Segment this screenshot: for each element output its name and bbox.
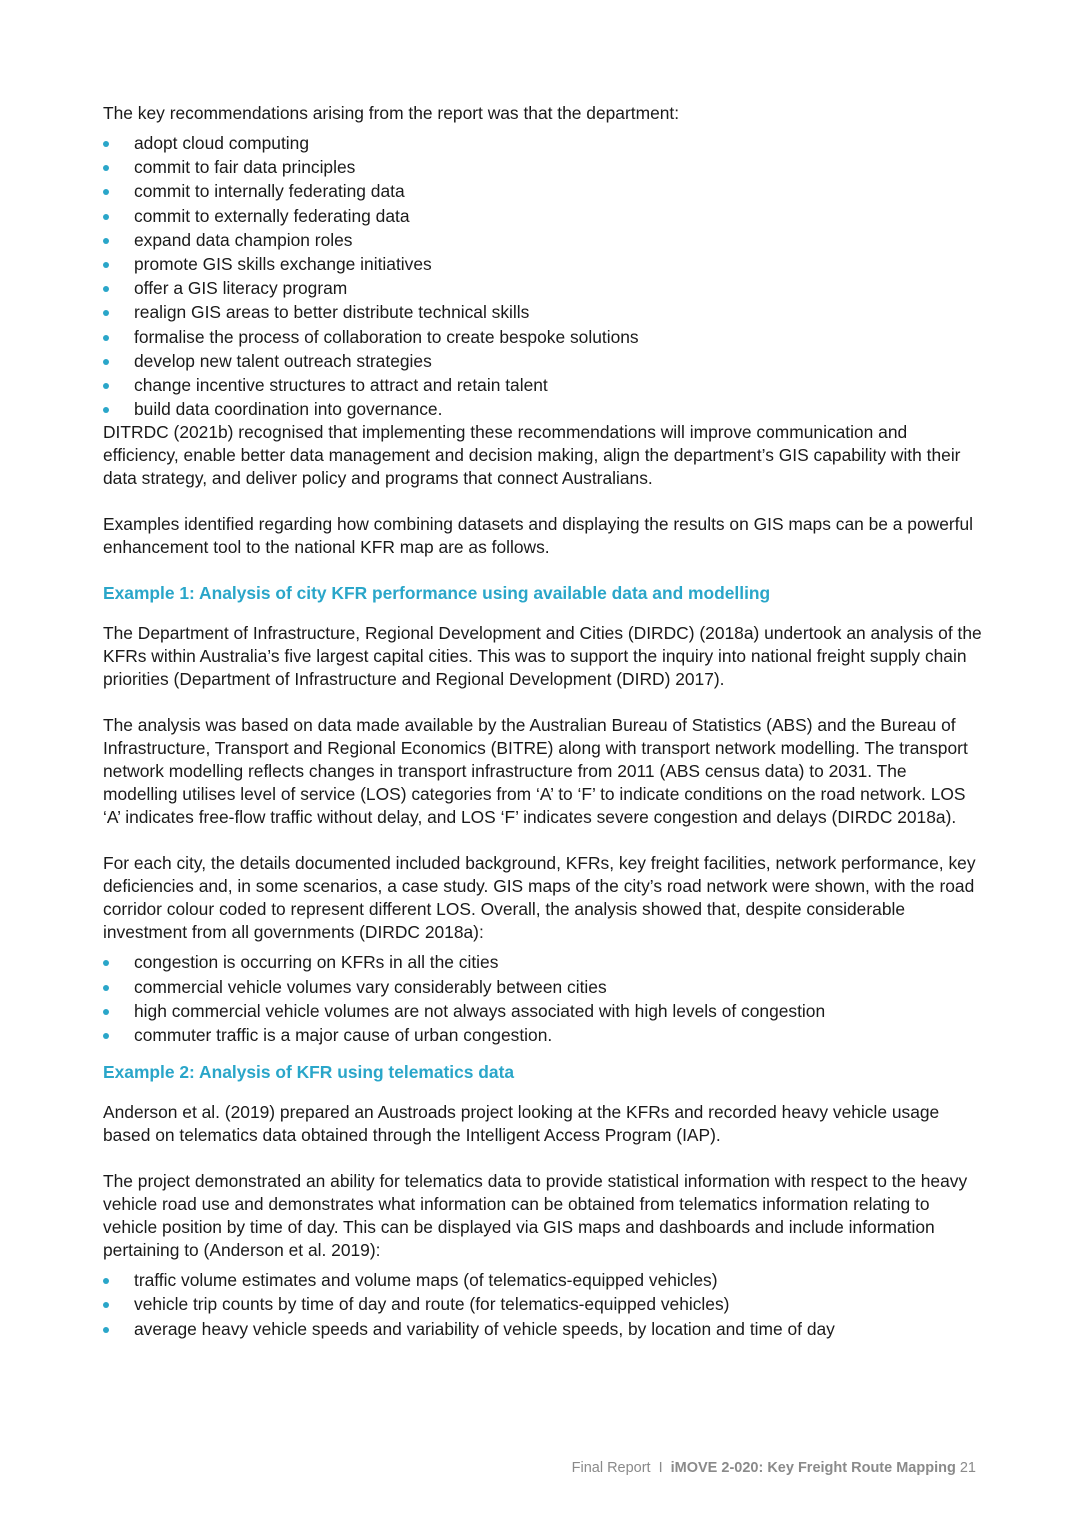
footer-separator: I [658, 1460, 663, 1476]
recommendations-list [103, 131, 983, 421]
list-item: high commercial vehicle volumes are not always associated with high levels of congestion [103, 999, 983, 1023]
list-item: expand data champion roles [103, 228, 983, 252]
examples-paragraph: Examples identified regarding how combining datasets and displaying the results on GIS maps can be a powerful enhancement tool to the national KFR map are as follows. [103, 514, 974, 558]
list-item: commit to externally federating data [103, 204, 983, 228]
list-item: realign GIS areas to better distribute technical skills [103, 300, 983, 324]
example2-paragraph-1: Anderson et al. (2019) prepared an Austroads project looking at the KFRs and recorded heavy vehicle usage based on telematics data obtained through the Intelligent Access Program (IAP). [103, 1102, 940, 1146]
list-item: vehicle trip counts by time of day and route (for telematics-equipped vehicles) [103, 1292, 983, 1316]
ditrdc-paragraph: DITRDC (2021b) recognised that implementing these recommendations will improve communication and efficiency, enable better data management and decision making, align the department’s GIS capability with their data strategy, and deliver policy and programs that connect Australians. [103, 422, 961, 489]
example2-info-list [103, 1268, 983, 1341]
list-item: formalise the process of collaboration to create bespoke solutions [103, 325, 983, 349]
list-item: average heavy vehicle speeds and variability of vehicle speeds, by location and time of day [103, 1317, 983, 1341]
example2-paragraph-2: The project demonstrated an ability for telematics data to provide statistical information with respect to the heavy vehicle road use and demonstrates what information can be obtained from telematics information relating to vehicle position by time of day. This can be displayed via GIS maps and dashboards and include information pertaining to (Anderson et al. 2019): [103, 1171, 968, 1261]
example1-paragraph-2: The analysis was based on data made available by the Australian Bureau of Statistics (ABS) and the Bureau of Infrastructure, Transport and Regional Economics (BITRE) along with transport network modelling. The transport network modelling reflects changes in transport infrastructure from 2011 (ABS census data) to 2031. The modelling utilises level of service (LOS) categories from ‘A’ to ‘F’ to indicate conditions on the road network. LOS ‘A’ indicates free-flow traffic without delay, and LOS ‘F’ indicates severe congestion and delays (DIRDC 2018a). [103, 715, 968, 828]
list-item: promote GIS skills exchange initiatives [103, 252, 983, 276]
footer-page-number: 21 [959, 1460, 976, 1476]
footer-document-title: iMOVE 2-020: Key Freight Route Mapping [670, 1460, 956, 1476]
list-item: traffic volume estimates and volume maps (of telematics-equipped vehicles) [103, 1268, 983, 1292]
list-item: commercial vehicle volumes vary considerably between cities [103, 975, 983, 999]
example1-paragraph-3: For each city, the details documented included background, KFRs, key freight facilities, network performance, key deficiencies and, in some scenarios, a case study. GIS maps of the city’s road network were shown, with the road corridor colour coded to represent different LOS. Overall, the analysis showed that, despite considerable investment from all governments (DIRDC 2018a): [103, 853, 976, 943]
footer-report-label: Final Report [571, 1460, 651, 1476]
list-item: congestion is occurring on KFRs in all the cities [103, 950, 983, 974]
example1-heading: Example 1: Analysis of city KFR performance using available data and modelling [103, 583, 771, 604]
list-item: build data coordination into governance. [103, 397, 983, 421]
example1-paragraph-1: The Department of Infrastructure, Regional Development and Cities (DIRDC) (2018a) undertook an analysis of the KFRs within Australia’s five largest capital cities. This was to support the inquiry into national freight supply chain priorities (Department of Infrastructure and Regional Development (DIRD) 2017). [103, 623, 982, 690]
page-footer [572, 1460, 976, 1476]
list-item: adopt cloud computing [103, 131, 983, 155]
list-item: offer a GIS literacy program [103, 276, 983, 300]
page-content [103, 102, 983, 1341]
example1-findings-list [103, 950, 983, 1047]
example2-heading: Example 2: Analysis of KFR using telematics data [103, 1062, 515, 1083]
list-item: commit to internally federating data [103, 179, 983, 203]
intro-paragraph: The key recommendations arising from the report was that the department: [103, 103, 680, 123]
list-item: commuter traffic is a major cause of urban congestion. [103, 1023, 983, 1047]
list-item: commit to fair data principles [103, 155, 983, 179]
list-item: change incentive structures to attract and retain talent [103, 373, 983, 397]
list-item: develop new talent outreach strategies [103, 349, 983, 373]
